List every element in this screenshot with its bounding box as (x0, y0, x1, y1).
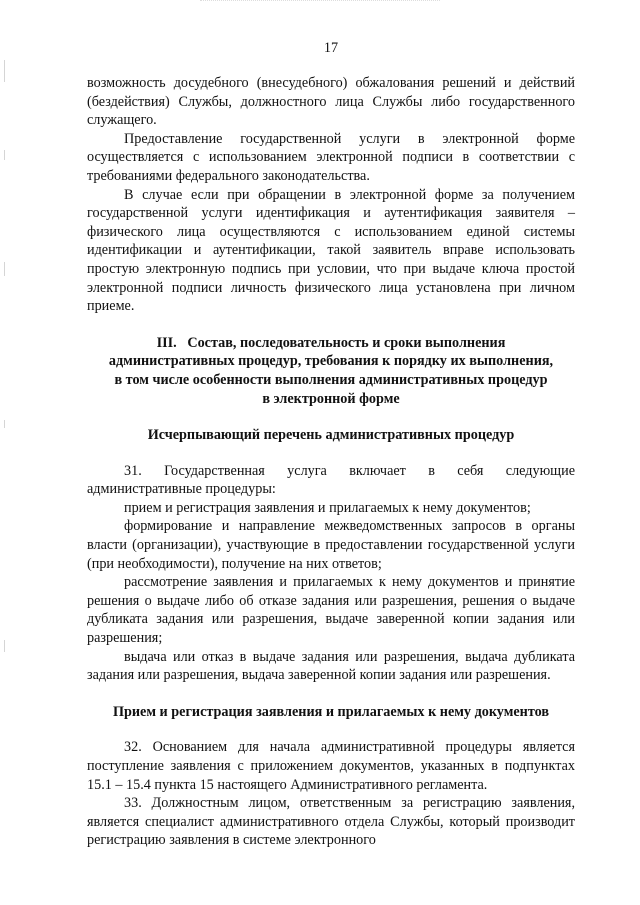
scan-margin-mark (4, 150, 5, 160)
paragraph: 31. Государственная услуга включает в себя следующие административные процедуры: (87, 462, 575, 498)
scan-margin-mark (4, 60, 5, 82)
scan-edge-artifact (200, 0, 440, 5)
list-item: рассмотрение заявления и прилагаемых к нему документов и принятие решения о выдаче либо об отказе задания или разрешения, решения о выдаче дубликата задания или разрешения, выдаче заверенной копии задания или разрешения; (87, 574, 575, 647)
list-item: прием и регистрация заявления и прилагаемых к нему документов; (124, 499, 531, 516)
scan-margin-mark (4, 640, 5, 652)
paragraph: 33. Должностным лицом, ответственным за регистрацию заявления, является специалист административного отдела Службы, который производит регистрацию заявления в системе электронного (87, 795, 575, 849)
section-title-line: в электронной форме (262, 390, 400, 407)
section-title-line: в том числе особенности выполнения административных процедур (114, 371, 548, 388)
paragraph: возможность досудебного (внесудебного) обжалования решений и действий (бездействия) Службы, должностного лица Службы либо государственного служащего. (87, 75, 575, 129)
paragraph: Предоставление государственной услуги в электронной форме осуществляется с использованием электронной подписи в соответствии с требованиями федерального законодательства. (87, 130, 575, 184)
page-number: 17 (323, 40, 339, 56)
subsection-title: Исчерпывающий перечень административных процедур (147, 427, 515, 444)
section-title (87, 334, 575, 408)
section-title-line: административных процедур, требования к порядку их выполнения, (108, 353, 554, 370)
scan-margin-mark (4, 262, 5, 276)
paragraph: В случае если при обращении в электронной форме за получением государственной услуги идентификация и аутентификация заявителя – физического лица осуществляются с использованием единой системы идентификации и аутентификации, такой заявитель вправе использовать простую электронную подпись при условии, что при выдаче ключа простой электронной подписи личность физического лица установлена при личном приеме. (87, 186, 575, 315)
subsection-title: Прием и регистрация заявления и прилагаемых к нему документов (112, 703, 550, 720)
document-body (87, 74, 575, 850)
list-item: выдача или отказ в выдаче задания или разрешения, выдача дубликата задания или разрешения, выдача заверенной копии задания или разрешения. (87, 648, 575, 684)
list-item: формирование и направление межведомственных запросов в органы власти (организации), участвующие в предоставлении государственной услуги (при необходимости), получение на них ответов; (87, 518, 575, 572)
section-title-line: III. Состав, последовательность и сроки выполнения (156, 334, 506, 351)
paragraph: 32. Основанием для начала административной процедуры является поступление заявления с приложением документов, указанных в подпунктах 15.1 – 15.4 пункта 15 настоящего Административного регламента. (87, 739, 575, 793)
scan-margin-mark (4, 420, 5, 428)
